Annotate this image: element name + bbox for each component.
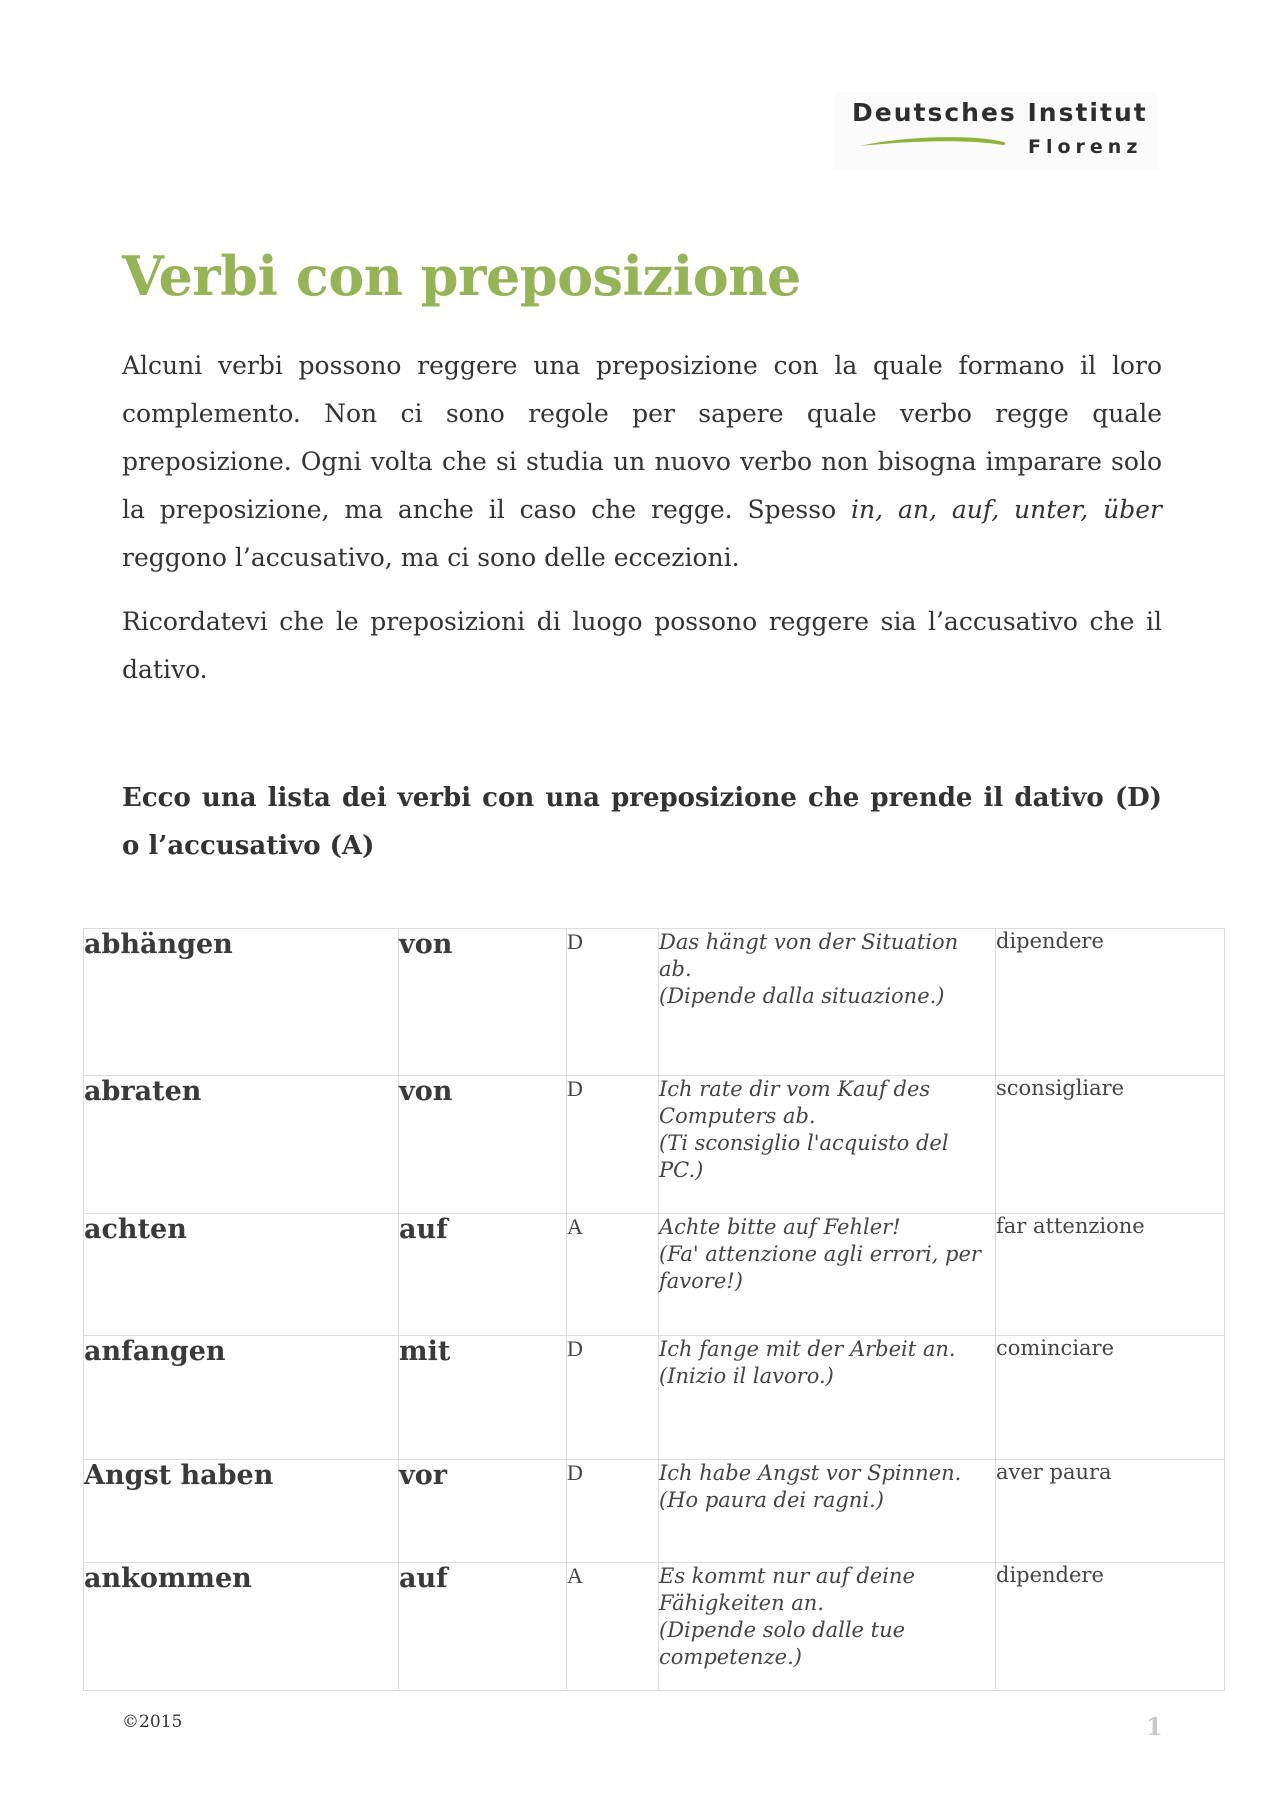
preposition-cell: von — [399, 929, 567, 1076]
example-cell — [659, 1214, 996, 1336]
page-title: Verbi con preposizione — [122, 244, 801, 308]
table-row — [84, 1563, 1225, 1691]
example-italian: (Dipende solo dalle tue competenze.) — [659, 1618, 906, 1669]
translation-cell: aver paura — [996, 1460, 1225, 1563]
example-italian: (Inizio il lavoro.) — [659, 1364, 834, 1388]
translation-cell: far attenzione — [996, 1214, 1225, 1336]
example-cell — [659, 929, 996, 1076]
intro-text: Alcuni verbi possono reggere una preposizione con la quale formano il loro complemento. Non ci sono regole per sapere quale verbo regge quale preposizione. Ogni volta che si studia un nuovo verbo non bisogna imparare solo la preposizione, ma anche il caso che regge. Spesso — [122, 351, 1162, 524]
intro-tail: reggono l’accusativo, ma ci sono delle eccezioni. — [122, 543, 740, 572]
case-cell: A — [567, 1563, 659, 1691]
example-cell — [659, 1460, 996, 1563]
example-cell — [659, 1563, 996, 1691]
verb-cell: Angst haben — [84, 1460, 399, 1563]
preposition-cell: vor — [399, 1460, 567, 1563]
example-german: Ich fange mit der Arbeit an. — [659, 1337, 956, 1361]
example-italian: (Ti sconsiglio l'acquisto del PC.) — [659, 1131, 949, 1182]
translation-cell: cominciare — [996, 1336, 1225, 1460]
verb-cell: achten — [84, 1214, 399, 1336]
case-cell: D — [567, 1460, 659, 1563]
example-german: Ich rate dir vom Kauf des Computers ab. — [659, 1077, 931, 1128]
example-italian: (Fa' attenzione agli errori, per favore!) — [659, 1242, 981, 1293]
example-italian: (Dipende dalla situazione.) — [659, 984, 945, 1008]
logo-swoosh-icon — [858, 132, 1008, 152]
intro-paragraph-1 — [122, 342, 1162, 582]
table-row — [84, 1336, 1225, 1460]
verb-cell: abhängen — [84, 929, 399, 1076]
example-german: Das hängt von der Situation ab. — [659, 930, 959, 981]
verb-cell: anfangen — [84, 1336, 399, 1460]
example-cell — [659, 1336, 996, 1460]
table-row — [84, 929, 1225, 1076]
verb-cell: abraten — [84, 1076, 399, 1214]
page-number: 1 — [1146, 1712, 1163, 1741]
example-german: Es kommt nur auf deine Fähigkeiten an. — [659, 1564, 915, 1615]
preposition-cell: mit — [399, 1336, 567, 1460]
intro-prepositions: in, an, auf, unter, über — [851, 495, 1162, 524]
preposition-cell: auf — [399, 1563, 567, 1691]
example-italian: (Ho paura dei ragni.) — [659, 1488, 884, 1512]
copyright-text: ©2015 — [122, 1712, 183, 1732]
case-cell: D — [567, 929, 659, 1076]
logo-line-2: Florenz — [1028, 136, 1143, 158]
case-cell: D — [567, 1076, 659, 1214]
verb-table — [83, 928, 1225, 1691]
example-cell — [659, 1076, 996, 1214]
translation-cell: sconsigliare — [996, 1076, 1225, 1214]
table-row — [84, 1076, 1225, 1214]
verb-cell: ankommen — [84, 1563, 399, 1691]
list-heading: Ecco una lista dei verbi con una preposizione che prende il dativo (D) o l’accusativo (A) — [122, 783, 1162, 861]
preposition-cell: auf — [399, 1214, 567, 1336]
institute-logo — [834, 92, 1158, 170]
translation-cell: dipendere — [996, 929, 1225, 1076]
translation-cell: dipendere — [996, 1563, 1225, 1691]
table-row — [84, 1214, 1225, 1336]
preposition-cell: von — [399, 1076, 567, 1214]
case-cell: D — [567, 1336, 659, 1460]
intro-paragraph-2: Ricordatevi che le preposizioni di luogo possono reggere sia l’accusativo che il dativo. — [122, 607, 1162, 684]
logo-line-1: Deutsches Institut — [852, 98, 1148, 127]
example-german: Achte bitte auf Fehler! — [659, 1215, 901, 1239]
case-cell: A — [567, 1214, 659, 1336]
table-row — [84, 1460, 1225, 1563]
example-german: Ich habe Angst vor Spinnen. — [659, 1461, 962, 1485]
